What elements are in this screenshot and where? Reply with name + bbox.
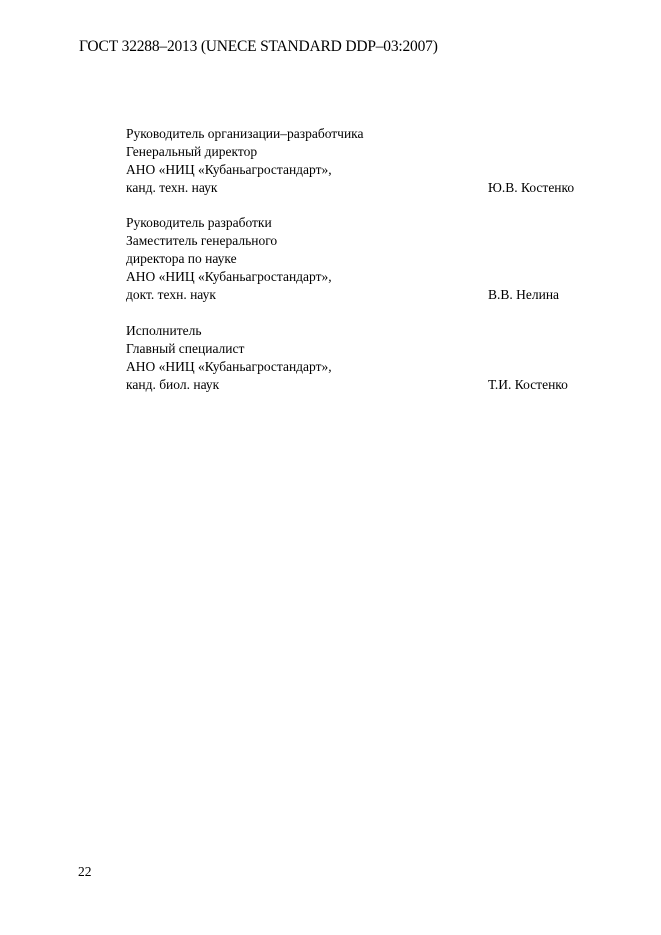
signatory-degree-row — [126, 179, 596, 197]
signatory-position: Заместитель генерального — [126, 233, 278, 248]
signatory-name: Т.И. Костенко — [488, 377, 568, 392]
signatory-organization: АНО «НИЦ «Кубаньагростандарт», — [126, 359, 332, 374]
signatory-role: Руководитель разработки — [126, 215, 272, 230]
document-header: ГОСТ 32288–2013 (UNECE STANDARD DDP–03:2007) — [79, 38, 438, 55]
signatory-role: Исполнитель — [126, 323, 202, 338]
signatory-block-developer-head — [126, 125, 596, 197]
signatory-block-executor — [126, 322, 596, 394]
signatory-name: В.В. Нелина — [488, 287, 560, 302]
signatory-block-development-head — [126, 214, 596, 304]
signatory-organization: АНО «НИЦ «Кубаньагростандарт», — [126, 269, 332, 284]
signatory-role: Руководитель организации–разработчика — [126, 126, 364, 141]
signatory-position-cont: директора по науке — [126, 251, 237, 266]
signatory-degree-row — [126, 286, 596, 304]
signatory-name: Ю.В. Костенко — [488, 180, 575, 195]
signatory-degree: докт. техн. наук — [126, 287, 216, 302]
signatory-position: Генеральный директор — [126, 144, 258, 159]
signatory-degree: канд. техн. наук — [126, 180, 218, 195]
signatory-degree-row — [126, 376, 596, 394]
page-number: 22 — [78, 864, 92, 879]
signatory-degree: канд. биол. наук — [126, 377, 220, 392]
signatory-position: Главный специалист — [126, 341, 245, 356]
signatory-organization: АНО «НИЦ «Кубаньагростандарт», — [126, 162, 332, 177]
